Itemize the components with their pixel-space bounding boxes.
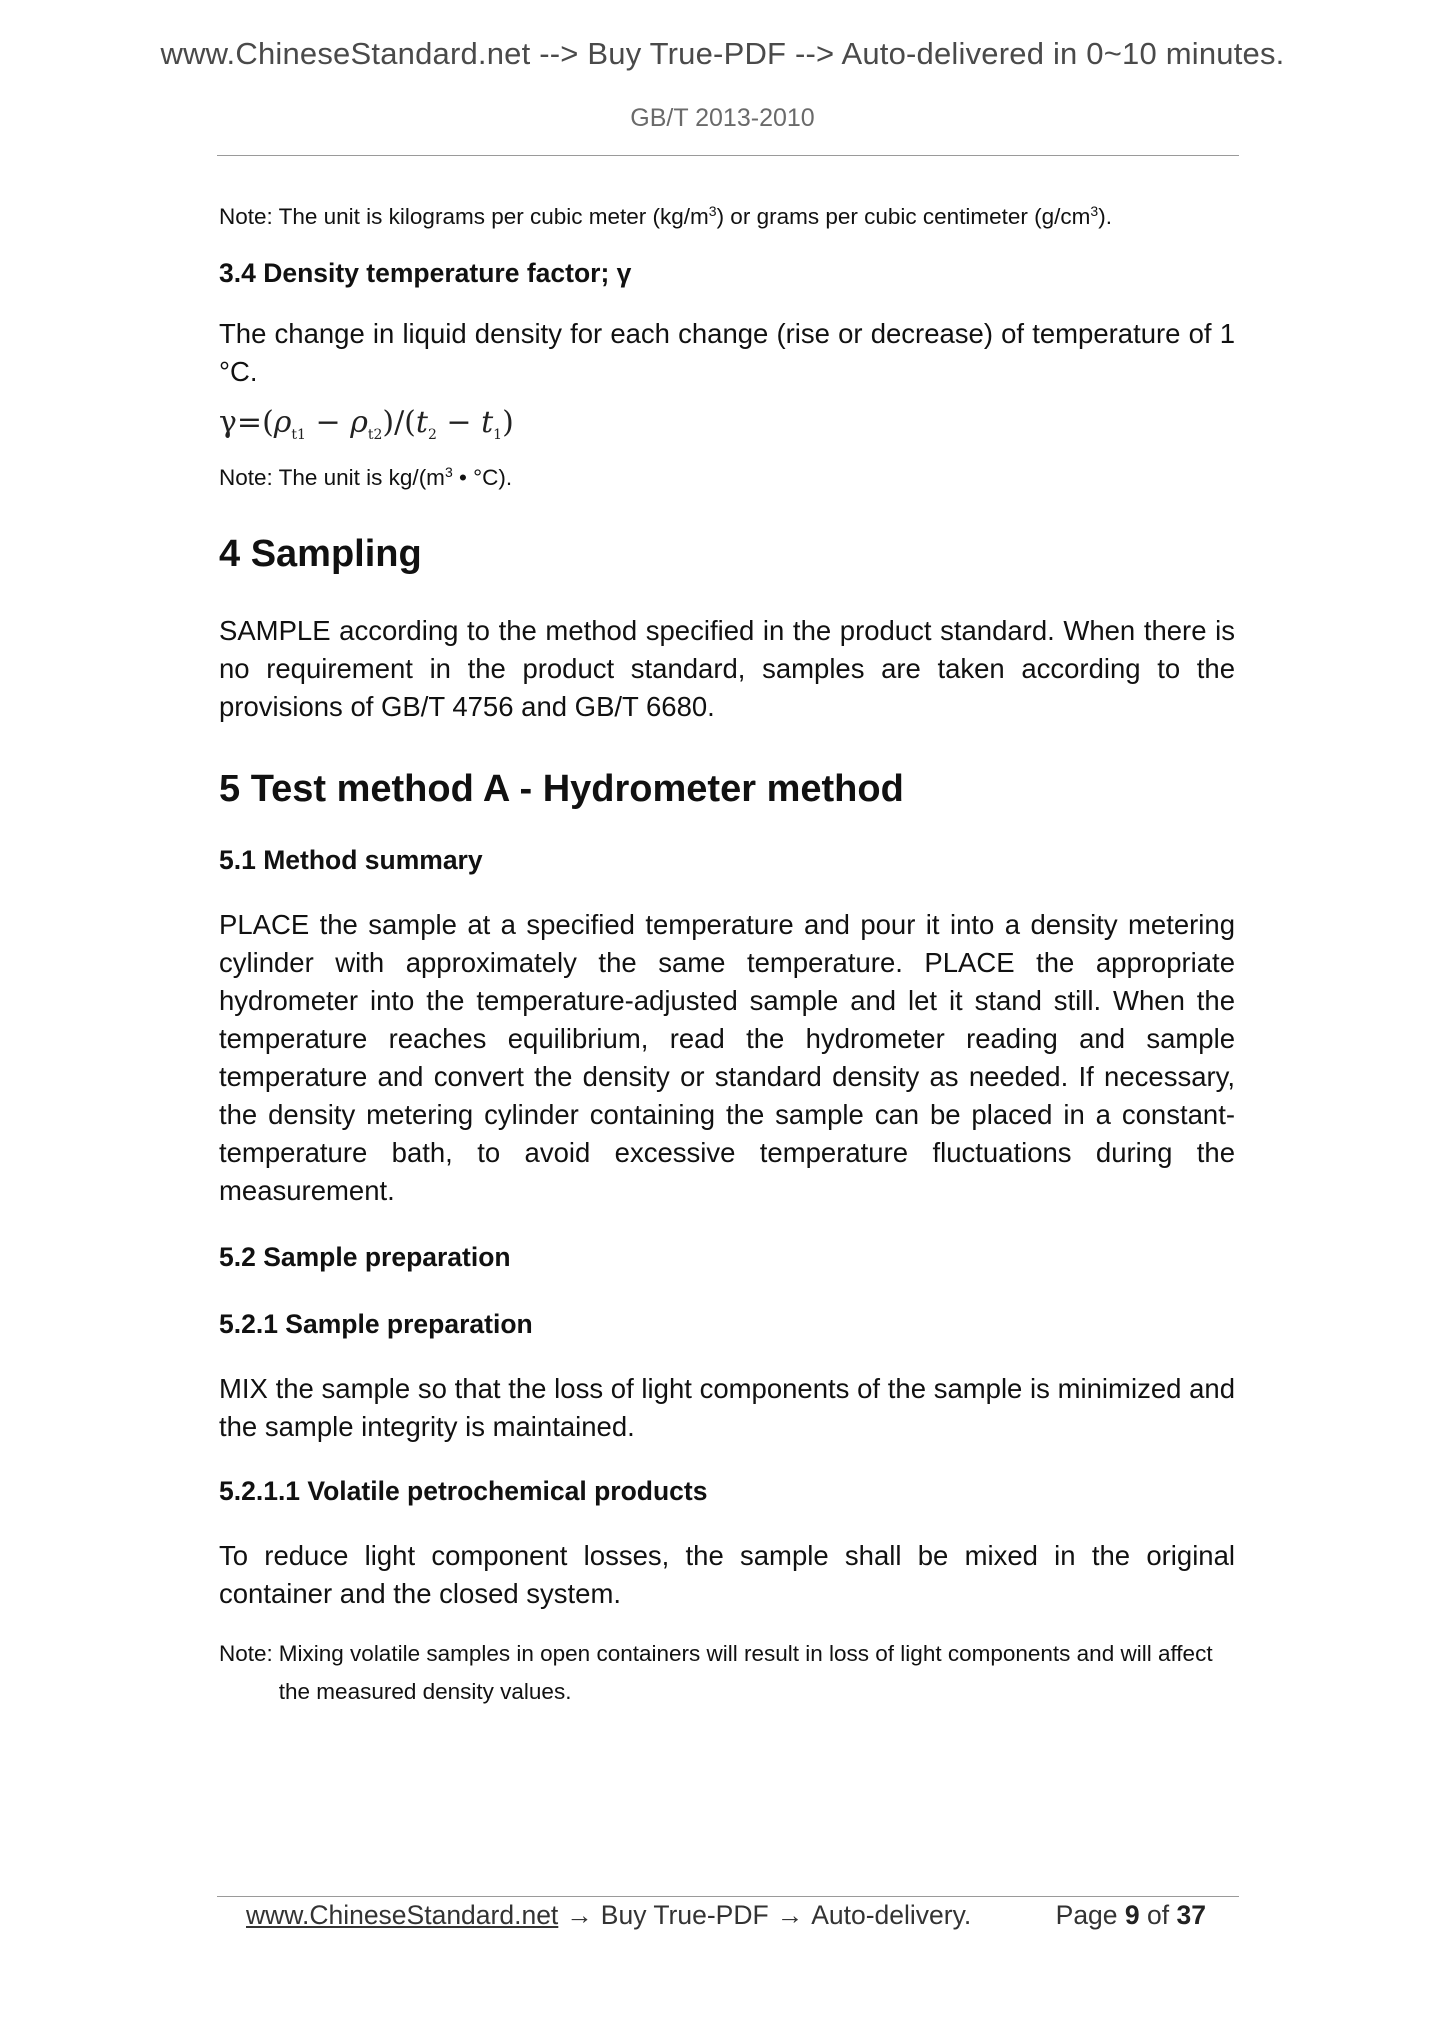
section-3-4-heading: 3.4 Density temperature factor; γ <box>219 258 632 288</box>
section-5-2-1-1-heading: 5.2.1.1 Volatile petrochemical products <box>219 1476 708 1506</box>
note-density-unit: Note: The unit is kilograms per cubic meter $(kg/m^3)$ or grams per cubic centimeter $(g/cm^3)$. <box>219 203 1112 229</box>
footer-buy-text: Buy True-PDF <box>600 1900 769 1930</box>
document-id: GB/T 2013-2010 <box>630 104 815 132</box>
footer-auto-text: Auto-delivery. <box>811 1900 972 1930</box>
page-footer <box>246 1900 1206 1931</box>
section-4-text: SAMPLE according to the method specified in the product standard. When there is no requirement in the product standard, samples are taken according to the provisions of GB/T 4756 and GB/T 6680. <box>219 615 1235 722</box>
header-divider <box>217 155 1239 156</box>
note-volatile-mixing <box>219 1635 1235 1711</box>
section-5-2-1-text: MIX the sample so that the loss of light components of the sample is minimized and the sample integrity is maintained. <box>219 1373 1235 1442</box>
arrow-right-icon: → <box>566 1900 593 1930</box>
page-number: 9 <box>1124 1900 1140 1930</box>
footer-site-link[interactable]: www.ChineseStandard.net <box>246 1900 559 1930</box>
section-4-heading: 4 Sampling <box>219 533 422 575</box>
section-5-1-text: PLACE the sample at a specified temperature and pour it into a density metering cylinder with approximately the same temperature. PLACE the appropriate hydrometer into the temperature-adjusted sample and let it stand still. When the temperature reaches equilibrium, read the hydrometer reading and sample temperature and convert the density or standard density as needed. If necessary, the density metering cylinder containing the sample can be placed in a constant-temperature bath, to avoid excessive temperature fluctuations during the measurement. <box>219 909 1235 1206</box>
footer-divider <box>217 1896 1239 1897</box>
section-5-2-1-1-text: To reduce light component losses, the sample shall be mixed in the original container and the closed system. <box>219 1540 1235 1609</box>
note-text: Mixing volatile samples in open containers will result in loss of light components and will affect the measured density values. <box>278 1641 1213 1704</box>
section-5-2-heading: 5.2 Sample preparation <box>219 1242 511 1272</box>
page-total: 37 <box>1176 1900 1206 1930</box>
site-banner: www.ChineseStandard.net --> Buy True-PDF --> Auto-delivered in 0~10 minutes. <box>160 36 1285 71</box>
page-content <box>219 198 1235 1711</box>
note-factor-unit: Note: The unit is $kg/(m^3$ • °C). <box>219 464 513 490</box>
note-label: Note: <box>219 1641 273 1666</box>
density-factor-formula: $\gamma=(\rho_{t1} - \rho_{t2})/(t_2 - t_1)$ <box>219 405 514 443</box>
section-3-4-text: The change in liquid density for each change (rise or decrease) of temperature of 1 °C. <box>219 318 1235 387</box>
section-5-1-heading: 5.1 Method summary <box>219 845 483 875</box>
section-5-2-1-heading: 5.2.1 Sample preparation <box>219 1309 533 1339</box>
section-5-heading: 5 Test method A - Hydrometer method <box>219 768 904 810</box>
page-indicator: Page 9 of 37 <box>1055 1900 1206 1930</box>
arrow-right-icon: → <box>776 1900 804 1930</box>
